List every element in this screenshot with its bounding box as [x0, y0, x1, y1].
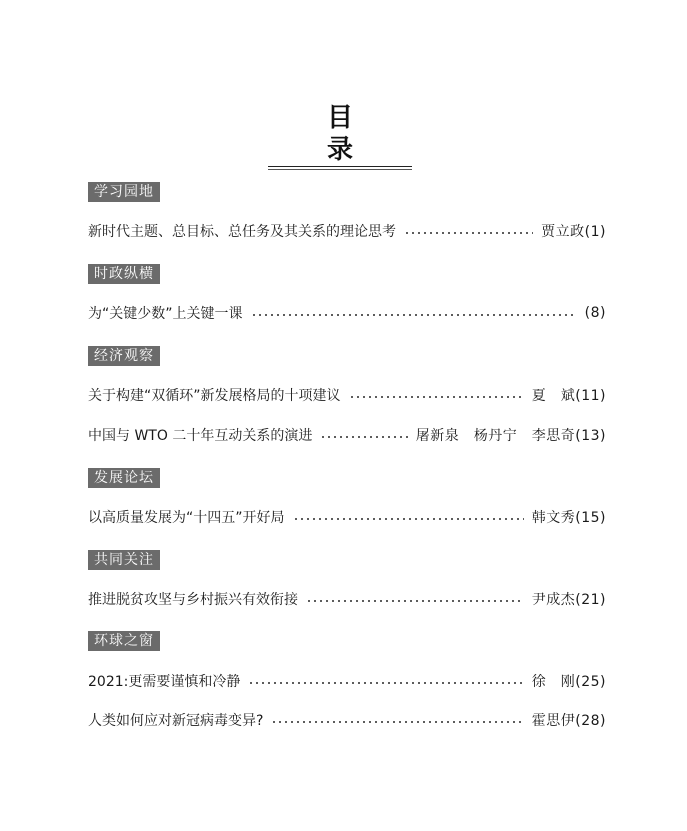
toc-entry[interactable]	[88, 302, 606, 324]
dot-leader	[306, 600, 524, 602]
section-header	[88, 345, 606, 366]
section-label: 经济观察	[88, 346, 160, 366]
entry-author-page: 屠新泉 杨丹宁 李思奇(13)	[415, 428, 606, 444]
entry-title: 人类如何应对新冠病毒变异?	[88, 713, 264, 729]
toc-entry[interactable]	[88, 506, 606, 528]
dot-leader	[293, 518, 524, 520]
dot-leader	[248, 682, 523, 684]
toc-entry[interactable]	[88, 384, 606, 406]
entry-author-page: 霍思伊(28)	[531, 713, 606, 729]
section-header	[88, 263, 606, 284]
entry-title: 中国与 WTO 二十年互动关系的演进	[88, 428, 313, 444]
section-label: 环球之窗	[88, 631, 160, 651]
dot-leader	[251, 314, 577, 316]
toc-entry[interactable]	[88, 670, 606, 692]
entry-title: 关于构建“双循环”新发展格局的十项建议	[88, 388, 341, 404]
entry-author-page: 徐 刚(25)	[531, 674, 606, 690]
entry-author-page: 尹成杰(21)	[531, 592, 606, 608]
section-label: 发展论坛	[88, 468, 160, 488]
entry-title: 推进脱贫攻坚与乡村振兴有效衔接	[88, 592, 298, 608]
section-header	[88, 467, 606, 488]
toc-entry[interactable]	[88, 220, 606, 242]
section-label: 学习园地	[88, 182, 160, 202]
dot-leader	[349, 396, 524, 398]
title-underline	[268, 166, 412, 167]
dot-leader	[271, 721, 523, 723]
entry-author-page: (8)	[584, 305, 606, 321]
entry-title: 新时代主题、总目标、总任务及其关系的理论思考	[88, 224, 396, 240]
toc-entry[interactable]	[88, 424, 606, 446]
entry-author-page: 夏 斌(11)	[531, 388, 606, 404]
section-label: 时政纵横	[88, 264, 160, 284]
title-underline-secondary	[268, 169, 412, 170]
section-label: 共同关注	[88, 550, 160, 570]
toc-entry[interactable]	[88, 709, 606, 731]
toc-entry[interactable]	[88, 588, 606, 610]
section-header	[88, 549, 606, 570]
dot-leader	[320, 436, 407, 438]
entry-title: 2021:更需要谨慎和冷静	[88, 674, 241, 690]
section-header	[88, 181, 606, 202]
entry-title: 以高质量发展为“十四五”开好局	[88, 510, 285, 526]
dot-leader	[404, 232, 533, 234]
entry-author-page: 韩文秀(15)	[531, 510, 606, 526]
toc-title-block	[268, 102, 412, 170]
section-header	[88, 630, 606, 651]
entry-title: 为“关键少数”上关键一课	[88, 306, 243, 322]
entry-author-page: 贾立政(1)	[541, 224, 606, 240]
page-title: 目录	[326, 103, 391, 165]
